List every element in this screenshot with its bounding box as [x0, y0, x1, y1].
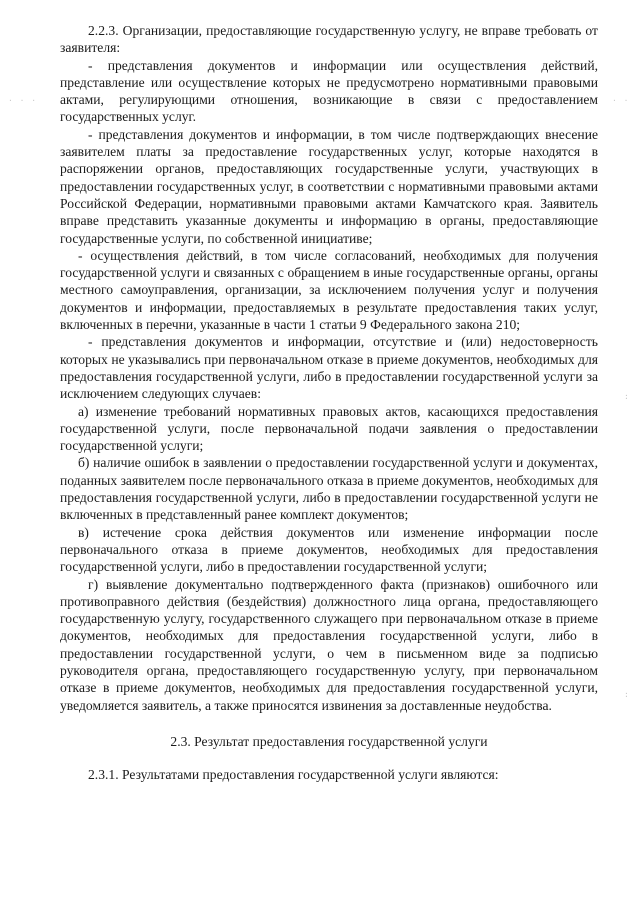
subsection-2-3-1: 2.3.1. Результатами предоставления государственной услуги являются:: [88, 767, 499, 783]
scan-noise-mark: :: [624, 690, 630, 699]
list-item-a: а) изменение требований нормативных правовых актов, касающихся предоставления государственной услуги, после первоначальной подачи заявления о предоставлении государственной услуги;: [60, 403, 598, 454]
scan-noise-mark: · · ·: [8, 96, 38, 105]
scan-noise-mark: · ·: [612, 96, 630, 105]
list-item-v: в) истечение срока действия документов или изменение информации после первоначального отказа в приеме документов, необходимых для предоставления государственной услуги, либо в предоставлении государственной услуги;: [60, 524, 598, 575]
scan-noise-mark: :: [624, 392, 630, 401]
list-item-dash-3: - осуществления действий, в том числе согласований, необходимых для получения государственной услуги и связанных с обращением в иные государственные органы, органы местного самоуправления, организации, за исключением получения услуг и получения документов и информации, предоставляемых в результате предоставления таких услуг, включенных в перечни, указанные в части 1 статьи 9 Федерального закона 210;: [60, 247, 598, 333]
clause-2-2-3: 2.2.3. Организации, предоставляющие государственную услугу, не вправе требовать от заявителя:: [60, 23, 598, 56]
list-item-dash-2: - представления документов и информации, в том числе подтверждающих внесение заявителем платы за предоставление государственных услуг, которые находятся в распоряжении органов, предоставляющих государственные услуги, участвующих в предоставлении государственных услуг, в соответствии с нормативными правовыми актами Российской Федерации, нормативными правовыми актами Камчатского края. Заявитель вправе представить указанные документы и информацию в органы, предоставляющие государственные услуги, по собственной инициативе;: [60, 126, 598, 246]
list-item-g: г) выявление документально подтвержденного факта (признаков) ошибочного или противоправного действия (бездействия) должностного лица органа, предоставляющего государственную услугу, государственного служащего при первоначальном отказе в приеме документов, необходимых для предоставления государственной услуги, либо в предоставлении государственной услуги, о чем в письменном виде за подписью руководителя органа, предоставляющего государственную услугу, при первоначальном отказе в приеме документов, необходимых для предоставления государственной услуги, уведомляется заявитель, а также приносятся извинения за доставленные неудобства.: [60, 576, 598, 713]
list-item-dash-1: - представления документов и информации или осуществления действий, представление или осуществление которых не предусмотрено нормативными правовыми актами, регулирующими отношения, возникающие в связи с предоставлением государственных услуг.: [60, 57, 598, 125]
list-item-b: б) наличие ошибок в заявлении о предоставлении государственной услуги и документах, поданных заявителем после первоначального отказа в приеме документов, необходимых для предоставления государственной услуги, либо в предоставлении государственной услуги не включенных в представленный ранее комплект документов;: [60, 455, 598, 523]
document-body: [60, 22, 598, 783]
list-item-dash-4: - представления документов и информации, отсутствие и (или) недостоверность которых не указывались при первоначальном отказе в приеме документов, необходимых для предоставления государственной услуги, либо в предоставлении государственной услуги за исключением следующих случаев:: [60, 334, 598, 402]
section-heading: 2.3. Результат предоставления государственной услуги: [170, 733, 488, 749]
